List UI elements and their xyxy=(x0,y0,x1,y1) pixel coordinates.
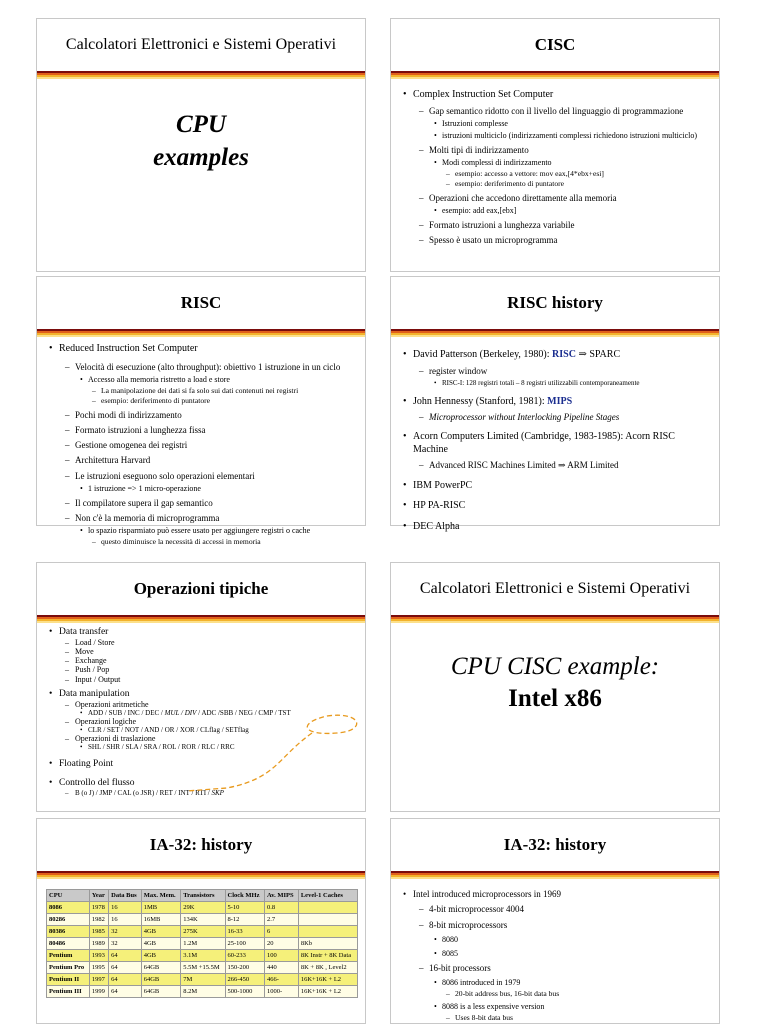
table-cell: 8Kb xyxy=(298,938,357,950)
table-cell: 1978 xyxy=(89,902,108,914)
bullet-item: • Istruzioni complesse xyxy=(433,119,709,129)
header-stripes xyxy=(37,71,365,79)
column-header: Av. MIPS xyxy=(265,890,299,902)
table-cell: 440 xyxy=(265,962,299,974)
table-cell: Pentium xyxy=(47,950,90,962)
table-cell: 16-33 xyxy=(225,926,265,938)
table-cell: 4GB xyxy=(141,926,181,938)
slide-title: IA-32: history xyxy=(503,835,607,854)
bullet-item: – Load / Store xyxy=(65,638,355,647)
header-stripes xyxy=(391,615,719,623)
bullet-item xyxy=(433,158,709,189)
table-row xyxy=(47,914,358,926)
slide-title: IA-32: history xyxy=(149,835,253,854)
bullet-item: – Architettura Harvard xyxy=(65,455,355,466)
table-cell: 64 xyxy=(109,950,142,962)
bullet-text: Operazioni logiche xyxy=(75,717,137,727)
bullet-hennessy xyxy=(401,396,709,424)
table-cell: 4GB xyxy=(141,938,181,950)
table-cell: 5-10 xyxy=(225,902,265,914)
table-row xyxy=(47,962,358,974)
bullet-text: Operazioni aritmetiche xyxy=(75,699,149,709)
table-cell: 1000- xyxy=(265,986,299,998)
bullet-item xyxy=(419,920,709,959)
table-cell: 1.2M xyxy=(181,938,225,950)
bullet-item: – Advanced RISC Machines Limited ⇒ ARM Limited xyxy=(419,460,709,471)
bullet-text: 16-bit processors xyxy=(429,962,491,973)
table-cell: 0.8 xyxy=(265,902,299,914)
arrow-icon: ⇒ xyxy=(578,349,587,360)
table-cell: 1982 xyxy=(89,914,108,926)
table-cell xyxy=(298,926,357,938)
risc-label: RISC xyxy=(552,349,576,360)
bullet-item: – La manipolazione dei dati si fa solo sui dati contenuti nei registri xyxy=(92,386,355,395)
table-cell: 275K xyxy=(181,926,225,938)
ops-text: B (o J) / JMP / CAL (o JSR) / RET / INT / RTI / xyxy=(75,789,212,798)
column-header: Level-1 Caches xyxy=(298,890,357,902)
slide-header xyxy=(37,277,365,329)
table-header-row xyxy=(47,890,358,902)
bullet-item: – esempio: accesso a vettore: mov eax,[4*ebx+esi] xyxy=(446,169,709,178)
bullet-text: Complex Instruction Set Computer xyxy=(413,89,554,100)
header-stripes xyxy=(37,329,365,337)
cpu-history-table xyxy=(46,889,358,998)
bullet-text: Modi complessi di indirizzamento xyxy=(442,158,552,167)
table-cell: 64 xyxy=(109,962,142,974)
table-cell: 29K xyxy=(181,902,225,914)
bullet-item: – 4-bit microprocessor 4004 xyxy=(419,904,709,915)
table-cell: 25-100 xyxy=(225,938,265,950)
bullet-item: • SHL / SHR / SLA / SRA / ROL / ROR / RLC / RRC xyxy=(79,743,355,751)
table-cell: 1995 xyxy=(89,962,108,974)
slide-body xyxy=(391,337,719,539)
bullet-item: – Il compilatore supera il gap semantico xyxy=(65,498,355,509)
slide-main-title xyxy=(391,653,719,713)
ops-text-italic: MUL / DIV xyxy=(164,708,197,717)
slide-header xyxy=(391,819,719,871)
bullet-item: • 8085 xyxy=(433,949,709,959)
table-row xyxy=(47,902,358,914)
bullet-text: Non c'è la memoria di microprogramma xyxy=(75,513,220,524)
column-header: Max. Mem. xyxy=(141,890,181,902)
dashed-connector-arrow xyxy=(187,703,367,803)
table-cell: Pentium II xyxy=(47,974,90,986)
slide-cisc xyxy=(390,18,720,272)
table-body xyxy=(47,902,358,998)
table-cell: 1997 xyxy=(89,974,108,986)
bullet-item: • esempio: add eax,[ebx] xyxy=(433,206,709,216)
bullet-item xyxy=(419,366,709,388)
table-cell: 64GB xyxy=(141,962,181,974)
title-line-1: CPU xyxy=(176,111,226,138)
bullet-item: • istruzioni multiciclo (indirizzamenti complessi richiedono istruzioni multiciclo) xyxy=(433,131,709,141)
bullet-item xyxy=(433,978,709,998)
table-cell: 466- xyxy=(265,974,299,986)
table-cell: 80486 xyxy=(47,938,90,950)
title-line-1: CPU CISC example: xyxy=(450,653,660,680)
table-cell: 8.2M xyxy=(181,986,225,998)
header-stripes xyxy=(391,71,719,79)
column-header: CPU xyxy=(47,890,90,902)
table-cell: 100 xyxy=(265,950,299,962)
slide-title: Operazioni tipiche xyxy=(133,579,269,598)
bullet-text: Accesso alla memoria ristretto a load e store xyxy=(88,374,230,384)
slide-header xyxy=(37,563,365,615)
bullet-text: 8088 is a less expensive version xyxy=(442,1002,545,1012)
column-header: Clock MHz xyxy=(225,890,265,902)
table-cell: 8-12 xyxy=(225,914,265,926)
bullet-item: – Move xyxy=(65,647,355,656)
bullet-text: Intel introduced microprocessors in 1969 xyxy=(413,889,561,899)
bullet-item: – esempio: deriferimento di puntatore xyxy=(92,396,355,405)
table-cell: Pentium Pro xyxy=(47,962,90,974)
bullet-item xyxy=(419,193,709,216)
column-header: Year xyxy=(89,890,108,902)
slide-header xyxy=(37,19,365,71)
bullet-item: • HP PA-RISC xyxy=(401,500,709,513)
bullet-text: Acorn Computers Limited (Cambridge, 1983-1985): Acorn RISC Machine xyxy=(413,431,675,455)
table-row xyxy=(47,986,358,998)
bullet-item xyxy=(433,1002,709,1022)
ops-text-italic: SKP xyxy=(211,789,224,798)
bullet-item: • CLR / SET / NOT / AND / OR / XOR / CLflag / SETflag xyxy=(79,726,355,734)
bullet-text: Operazioni di traslazione xyxy=(75,734,156,744)
column-header: Data Bus xyxy=(109,890,142,902)
table-cell: 80286 xyxy=(47,914,90,926)
bullet-item: • DEC Alpha xyxy=(401,521,709,534)
table-row xyxy=(47,950,358,962)
slide-body xyxy=(391,879,719,1029)
bullet-text: Reduced Instruction Set Computer xyxy=(59,343,198,354)
table-cell: 1MB xyxy=(141,902,181,914)
bullet-patterson xyxy=(401,349,709,388)
slide-title: CISC xyxy=(534,35,576,54)
bullet-item: – Push / Pop xyxy=(65,665,355,674)
slide-header xyxy=(391,277,719,329)
course-title: Calcolatori Elettronici e Sistemi Operativi xyxy=(65,36,337,53)
ops-text: / ADC /SBB / NEG / CMP / TST xyxy=(196,708,291,717)
bullet-text: Molti tipi di indirizzamento xyxy=(429,144,529,155)
slide-risc xyxy=(36,276,366,547)
table-cell: 1993 xyxy=(89,950,108,962)
slide-ia32-history-table xyxy=(36,818,366,1024)
bullet-item xyxy=(65,362,355,406)
bullet-text: 8-bit microprocessors xyxy=(429,919,508,930)
bullet-item: – Gestione omogenea dei registri xyxy=(65,440,355,451)
table-cell: 16 xyxy=(109,914,142,926)
table-cell: 16K+16K + L2 xyxy=(298,974,357,986)
bullet-item: – 20-bit address bus, 16-bit data bus xyxy=(446,989,709,998)
bullet-text: Data transfer xyxy=(59,627,109,637)
bullet-item: – esempio: deriferimento di puntatore xyxy=(446,179,709,188)
table-cell: 20 xyxy=(265,938,299,950)
slide-ia32-history-text xyxy=(390,818,720,1024)
bullet-item: – Formato istruzioni a lunghezza variabile xyxy=(419,220,709,231)
table-cell: 64 xyxy=(109,986,142,998)
bullet-item xyxy=(419,106,709,141)
table-cell: 266-450 xyxy=(225,974,265,986)
bullet-item: – Spesso è usato un microprogramma xyxy=(419,235,709,246)
table-cell: 134K xyxy=(181,914,225,926)
table-cell: 64 xyxy=(109,974,142,986)
bullet-item xyxy=(419,145,709,189)
bullet-item xyxy=(419,963,709,1023)
table-cell: 500-1000 xyxy=(225,986,265,998)
table-cell xyxy=(298,914,357,926)
title-line-2: Intel x86 xyxy=(508,685,602,712)
bullet-item xyxy=(79,526,355,546)
bullet-item: • IBM PowerPC xyxy=(401,480,709,493)
table-cell: 32 xyxy=(109,926,142,938)
table-cell: 2.7 xyxy=(265,914,299,926)
table-cell: 16K+16K + L2 xyxy=(298,986,357,998)
table-row xyxy=(47,938,358,950)
bullet-text: David Patterson (Berkeley, 1980): xyxy=(413,349,550,360)
column-header: Transistors xyxy=(181,890,225,902)
slide-body xyxy=(391,79,719,253)
table-cell: 3.1M xyxy=(181,950,225,962)
slide-main-title xyxy=(37,109,365,174)
bullet-text: 8086 introduced in 1979 xyxy=(442,978,521,987)
bullet-item xyxy=(401,89,709,247)
table-cell: 64GB xyxy=(141,986,181,998)
bullet-text: register window xyxy=(429,365,488,376)
slide-header xyxy=(391,19,719,71)
bullet-acorn xyxy=(401,431,709,471)
bullet-item xyxy=(47,627,355,684)
slide-cpu-examples xyxy=(36,18,366,272)
table-cell: 8K + 8K , Level2 xyxy=(298,962,357,974)
header-stripes xyxy=(391,329,719,337)
slide-operazioni-tipiche xyxy=(36,562,366,812)
bullet-text: Controllo del flusso xyxy=(59,778,135,789)
table-cell: 6 xyxy=(265,926,299,938)
course-title: Calcolatori Elettronici e Sistemi Operativi xyxy=(419,580,691,597)
table-row xyxy=(47,926,358,938)
ops-text: ADD / SUB / INC / DEC / xyxy=(88,708,165,717)
bullet-text: Velocità di esecuzione (alto throughput): obiettivo 1 istruzione in un ciclo xyxy=(75,361,341,372)
table-cell: 16 xyxy=(109,902,142,914)
bullet-item: – Uses 8-bit data bus xyxy=(446,1013,709,1022)
table-row xyxy=(47,974,358,986)
bullet-item xyxy=(47,343,355,547)
table-cell: 1989 xyxy=(89,938,108,950)
bullet-item: – questo diminuisce la necessità di accessi in memoria xyxy=(92,537,355,546)
slide-body xyxy=(37,337,365,553)
header-stripes xyxy=(37,615,365,623)
table-cell: 8K Instr + 8K Data xyxy=(298,950,357,962)
bullet-text: Data manipulation xyxy=(59,688,130,699)
bullet-text: Le istruzioni eseguono solo operazioni elementari xyxy=(75,470,255,481)
slide-title: RISC history xyxy=(507,293,603,312)
bullet-item: • 8080 xyxy=(433,935,709,945)
bullet-item: – Exchange xyxy=(65,656,355,665)
table-cell: 8086 xyxy=(47,902,90,914)
bullet-text: Gap semantico ridotto con il livello del linguaggio di programmazione xyxy=(429,105,684,116)
mips-label: MIPS xyxy=(547,395,573,407)
bullet-item: • 1 istruzione => 1 micro-operazione xyxy=(79,484,355,494)
slide-header xyxy=(37,819,365,871)
bullet-text: lo spazio risparmiato può essere usato per aggiungere registri o cache xyxy=(88,526,311,536)
header-stripes xyxy=(37,871,365,879)
table-cell: 80386 xyxy=(47,926,90,938)
bullet-item xyxy=(65,513,355,547)
table-cell: 1985 xyxy=(89,926,108,938)
table-cell: 4GB xyxy=(141,950,181,962)
bullet-item: – Formato istruzioni a lunghezza fissa xyxy=(65,425,355,436)
bullet-item xyxy=(65,471,355,494)
table-cell xyxy=(298,902,357,914)
bullet-text: Operazioni che accedono direttamente alla memoria xyxy=(429,192,617,203)
bullet-item: – Pochi modi di indirizzamento xyxy=(65,410,355,421)
slide-cpu-cisc-example xyxy=(390,562,720,812)
table-cell: Pentium III xyxy=(47,986,90,998)
bullet-item: • RISC-I: 128 registri totali – 8 registri utilizzabili contemporaneamente xyxy=(433,379,709,388)
bullet-item: • Floating Point xyxy=(47,759,355,770)
header-stripes xyxy=(391,871,719,879)
table-cell: 16MB xyxy=(141,914,181,926)
bullet-item: – Microprocessor without Interlocking Pipeline Stages xyxy=(419,412,709,423)
bullet-item xyxy=(401,889,709,1023)
sparc-label: SPARC xyxy=(589,349,621,360)
title-line-2: examples xyxy=(153,143,249,171)
slide-header xyxy=(391,563,719,615)
slide-title: RISC xyxy=(180,293,222,312)
bullet-item xyxy=(79,375,355,406)
table-cell: 60-233 xyxy=(225,950,265,962)
table-cell: 32 xyxy=(109,938,142,950)
bullet-text: John Hennessy (Stanford, 1981): xyxy=(413,395,545,407)
bullet-item: – Input / Output xyxy=(65,675,355,684)
table-cell: 7M xyxy=(181,974,225,986)
table-cell: 64GB xyxy=(141,974,181,986)
table-cell: 1999 xyxy=(89,986,108,998)
slide-risc-history xyxy=(390,276,720,532)
table-cell: 150-200 xyxy=(225,962,265,974)
table-cell: 5.5M +15.5M xyxy=(181,962,225,974)
